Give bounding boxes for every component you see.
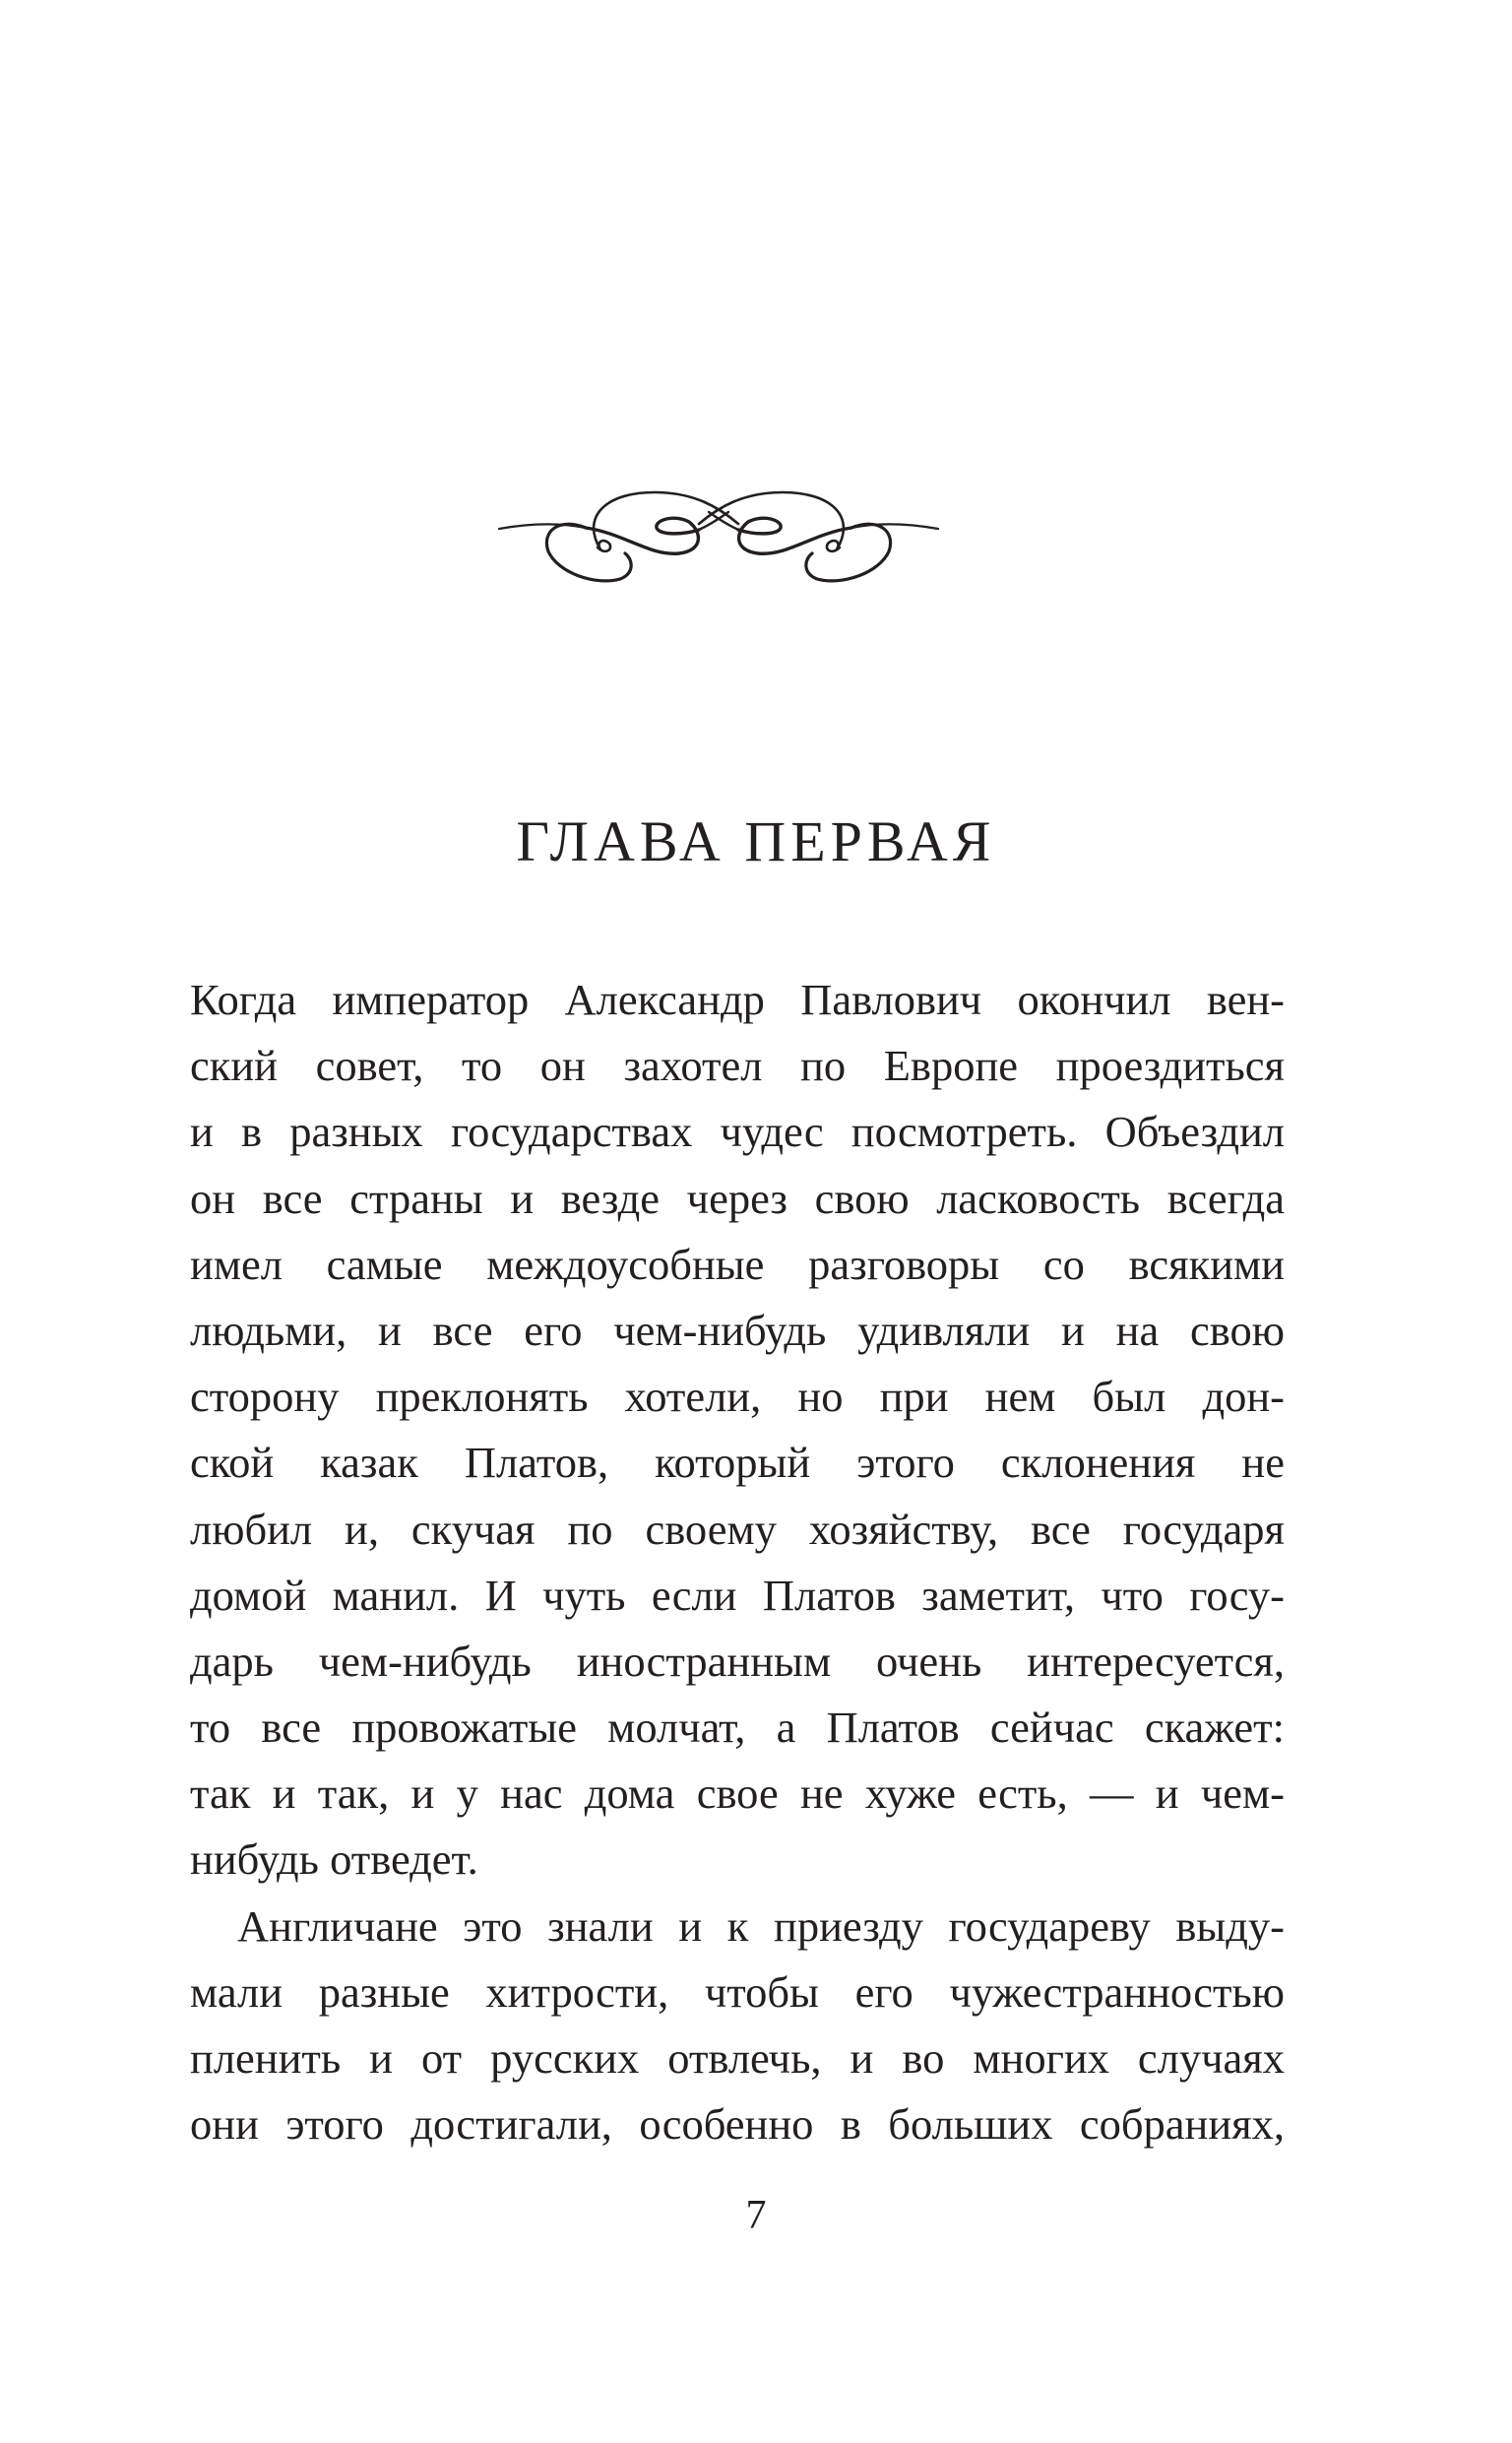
chapter-title: ГЛАВА ПЕРВАЯ [516, 809, 996, 873]
text-line: Англичане это знали и к приезду государеву выду- [237, 1900, 1285, 1951]
text-line: мали разные хитрости, чтобы его чужестранностью [190, 1966, 1285, 2017]
text-line: нибудь отведет. [190, 1834, 478, 1885]
paragraph-1 [190, 967, 1285, 1894]
text-line: имел самые междоусобные разговоры со всякими [190, 1239, 1285, 1289]
text-line: ской казак Платов, который этого склонения не [190, 1438, 1285, 1488]
text-line: сторону преклонять хотели, но при нем был дон- [190, 1372, 1285, 1422]
text-line: то все провожатые молчат, а Платов сейчас скажет: [190, 1703, 1285, 1753]
text-line: пленить и от русских отвлечь, и во многих случаях [190, 2033, 1285, 2083]
chapter-body [190, 967, 1285, 2157]
page-number: 7 [745, 2193, 767, 2238]
paragraph-2 [190, 1894, 1285, 2158]
text-line: он все страны и везде через свою ласковость всегда [190, 1173, 1285, 1223]
text-line: и в разных государствах чудес посмотреть. Объездил [190, 1107, 1285, 1157]
text-line: ский совет, то он захотел по Европе проездиться [190, 1041, 1285, 1091]
text-line: любил и, скучая по своему хозяйству, все государя [190, 1504, 1285, 1554]
text-line: людьми, и все его чем-нибудь удивляли и на свою [190, 1305, 1285, 1355]
text-line: Когда император Александр Павлович окончил вен- [190, 975, 1285, 1024]
text-line: домой манил. И чуть если Платов заметит, что госу- [190, 1570, 1285, 1620]
text-line: они этого достигали, особенно в больших собраниях, [190, 2099, 1285, 2150]
flourish-divider-icon [487, 463, 950, 591]
text-line: так и так, и у нас дома свое не хуже есть, — и чем- [190, 1768, 1285, 1819]
text-line: дарь чем-нибудь иностранным очень интересуется, [190, 1636, 1285, 1686]
